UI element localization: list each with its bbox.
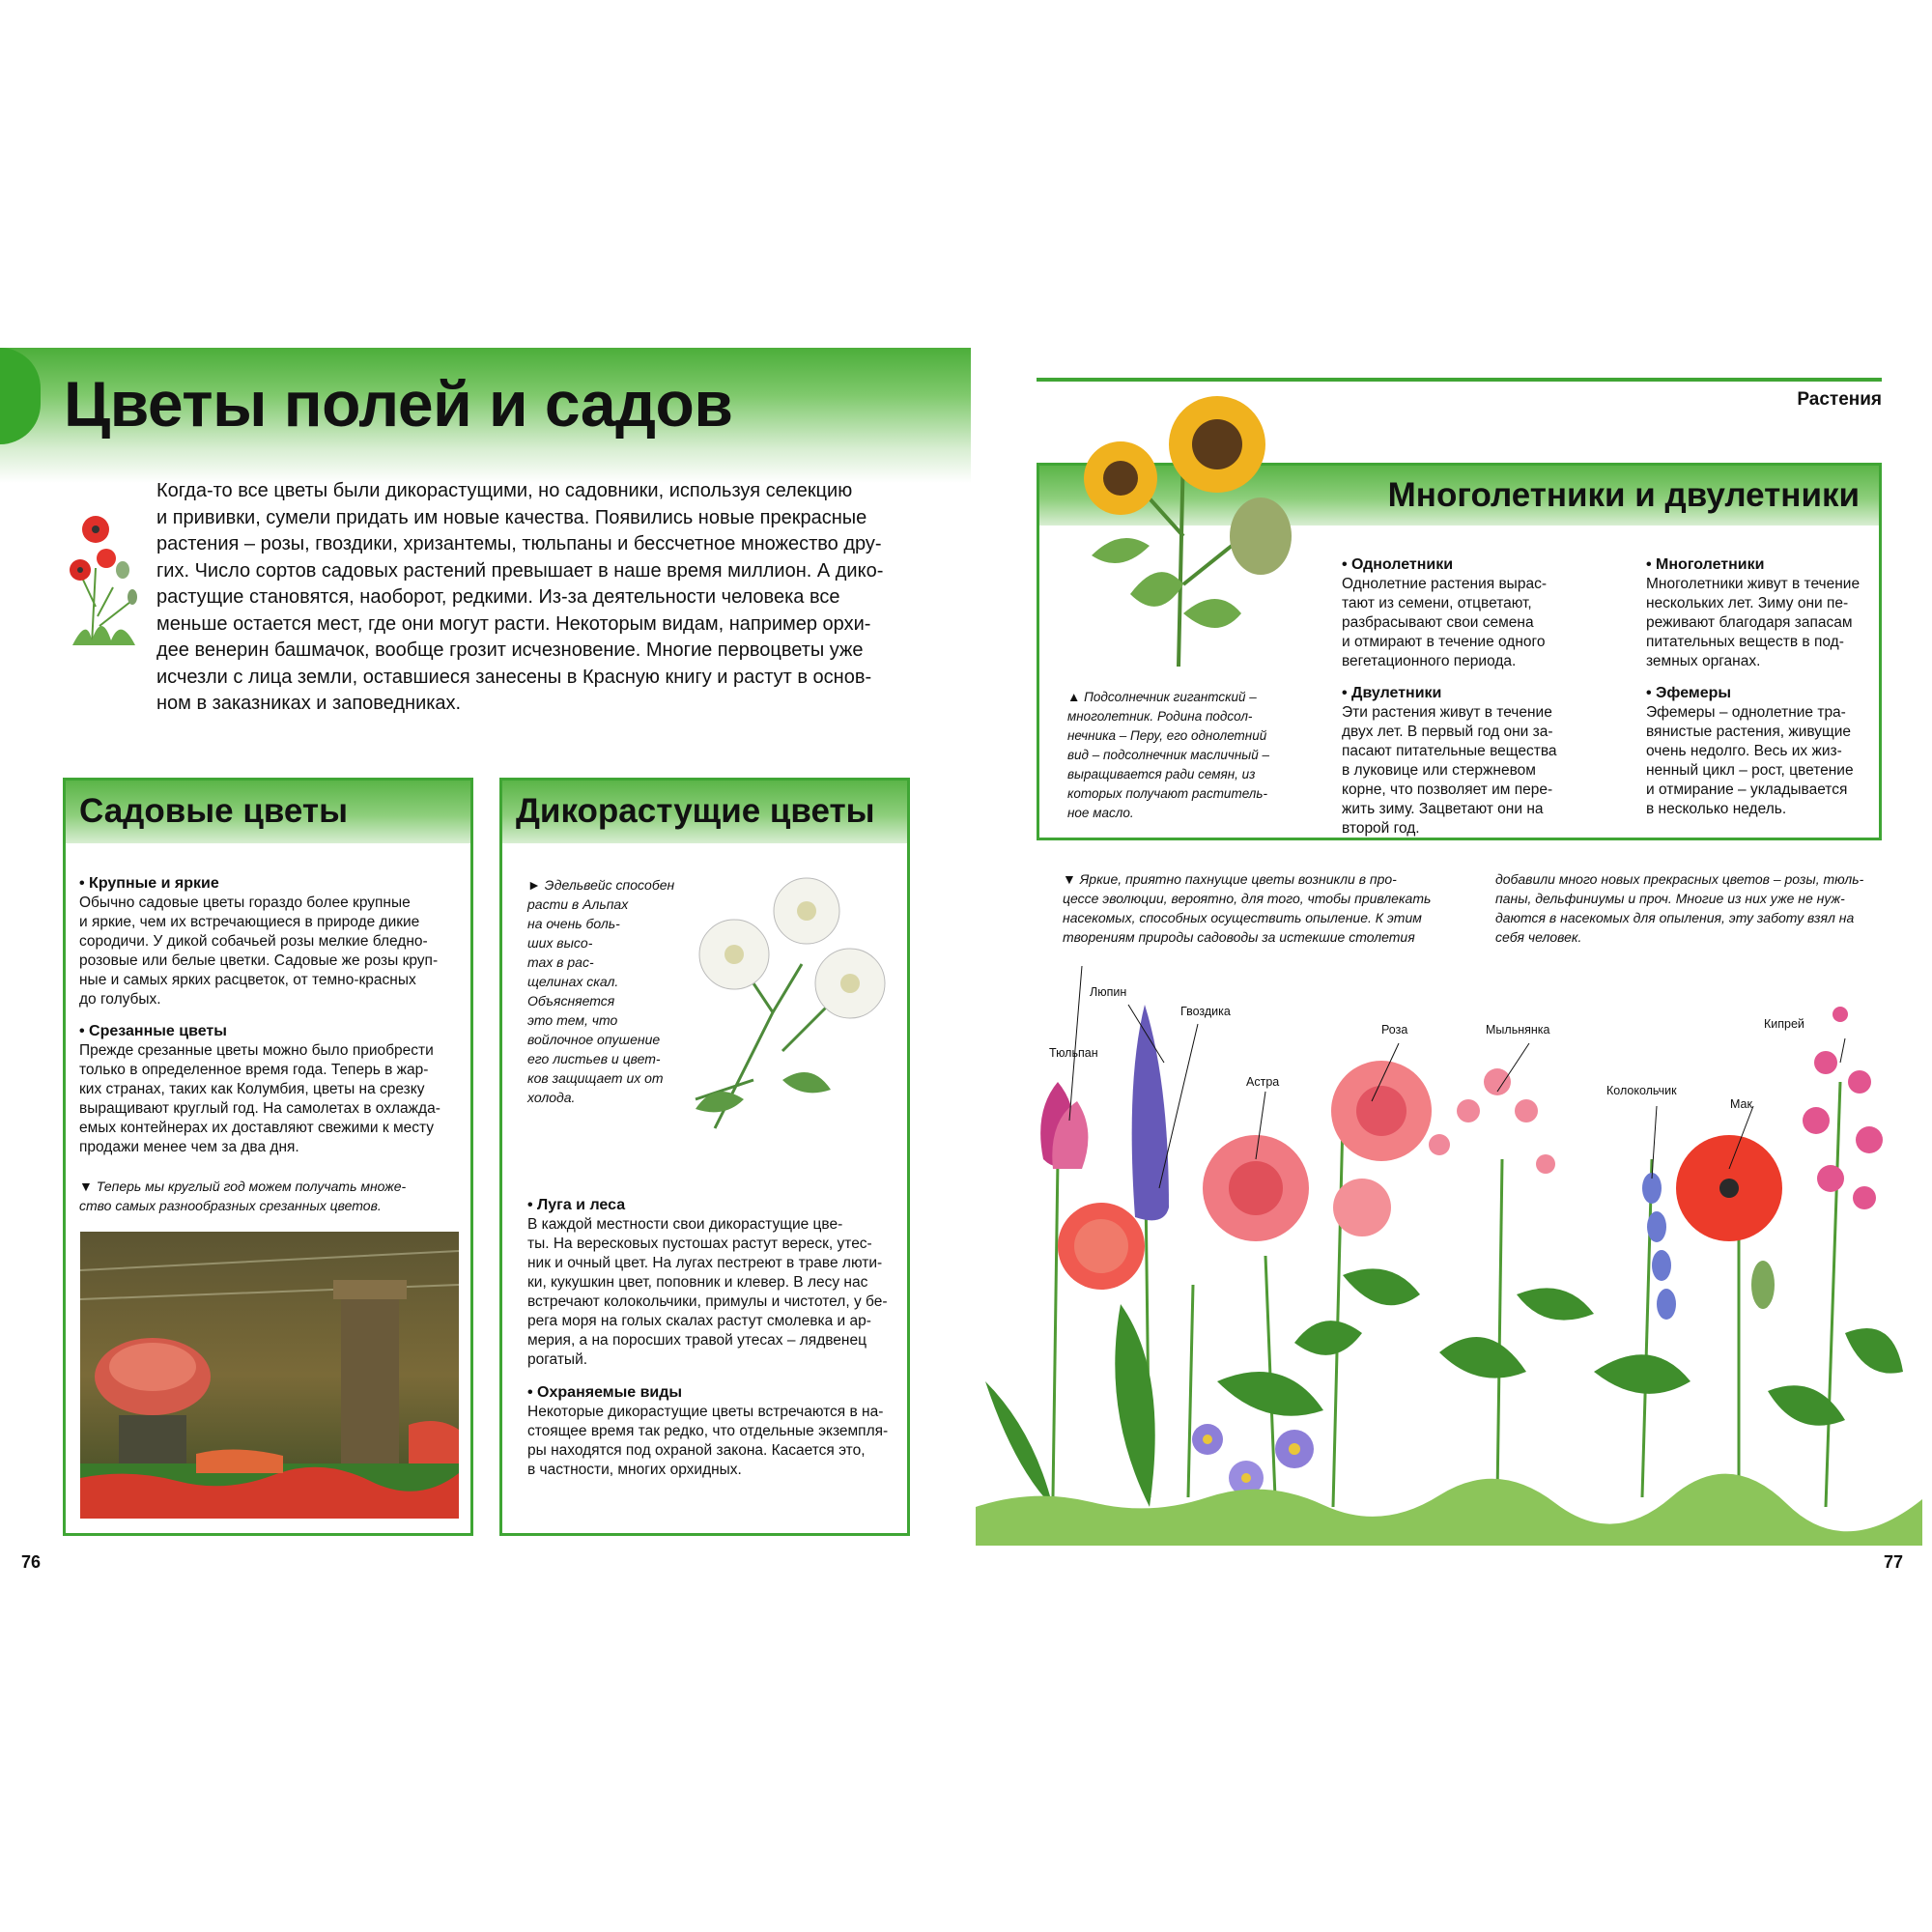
page-title: Цветы полей и садов — [64, 368, 733, 440]
wild-flowers-box — [499, 778, 910, 1536]
section-heading: • Крупные и яркие — [79, 875, 219, 892]
section-large-bright — [79, 855, 461, 1009]
box-title: Многолетники и двулетники — [1387, 476, 1860, 514]
sunflower-caption: ▲ Подсолнечник гигантский – многолетник. Родина подсол- нечника – Перу, его однолетний вид – подсолнечник масличный – выращивается ради семян, из которых получают раститель- ное масло. — [1067, 690, 1269, 820]
section-label: Растения — [1797, 389, 1882, 410]
section-text: Некоторые дикорастущие цветы встречаются в на- стоящее время так редко, что отдельные экземпля- ры находятся под охраной закона. Касается это, в частности, многих орхидных. — [527, 1404, 889, 1478]
section-text: Многолетники живут в течение нескольких лет. Зиму они пе- реживают благодаря запасам питательных веществ в под- земных органах. — [1646, 576, 1861, 669]
photo-caption: ▼ Теперь мы круглый год можем получать множе- ство самых разнообразных срезанных цветов. — [79, 1179, 407, 1213]
section-cut-flowers — [79, 1003, 461, 1157]
label-lupin: Люпин — [1090, 985, 1127, 999]
section-heading: • Многолетники — [1646, 556, 1765, 573]
section-heading: • Эфемеры — [1646, 685, 1732, 701]
label-carnation: Гвоздика — [1180, 1005, 1231, 1018]
label-fireweed: Кипрей — [1764, 1017, 1804, 1031]
page-number-right: 77 — [1884, 1552, 1904, 1572]
section-meadows-forests — [527, 1177, 899, 1370]
flower-meadow-illustration — [976, 966, 1922, 1555]
section-heading: • Двулетники — [1342, 685, 1442, 701]
section-text: Обычно садовые цветы гораздо более крупные и яркие, чем их встречающиеся в природе дикие сородичи. У дикой собачьей розы мелкие бледно- розовые или белые цветки. Садовые же розы круп- ные и самых ярких расцветок, от темно-красных до голубых. — [79, 895, 439, 1008]
section-text: Однолетние растения вырас- тают из семени, отцветают, разбрасывают свои семена и отмирают в течение одного вегетационного периода. — [1342, 576, 1547, 669]
col-perennials — [1646, 536, 1878, 671]
flowers-caption-left: ▼ Яркие, приятно пахнущие цветы возникли в про- цессе эволюции, вероятно, для того, чтобы привлекать насекомых, способных осуществить опыление. К этим творениям природы садоводы за истекшие столетия — [1063, 871, 1432, 945]
edelweiss-illustration — [657, 858, 894, 1148]
section-text: Прежде срезанные цветы можно было приобрести только в определенное время года. Теперь в жар- ких странах, таких как Колумбия, цветы на срезку выращивают круглый год. На самолетах в охлажда- емых контейнерах их доставляют свежими к месту продажи менее чем за два дня. — [79, 1042, 440, 1155]
section-heading: • Срезанные цветы — [79, 1023, 227, 1039]
section-heading: • Однолетники — [1342, 556, 1454, 573]
label-tulip: Тюльпан — [1049, 1046, 1098, 1060]
box-header — [66, 781, 470, 843]
section-text: Эфемеры – однолетние тра- вянистые растения, живущие очень недолго. Весь их жиз- ненный цикл – рост, цветение и отмирание – укладывается в несколько недель. — [1646, 704, 1854, 817]
label-bluebell: Колокольчик — [1606, 1084, 1677, 1097]
garden-flowers-box — [63, 778, 473, 1536]
label-poppy: Мак — [1730, 1097, 1752, 1111]
section-text: В каждой местности свои дикорастущие цве- ты. На вересковых пустошах растут вереск, утес- ник и очный цвет. На лугах пестреют в траве люти- ки, кукушкин цвет, поповник и клевер. В лесу нас встречают колокольчики, примулы и чистотел, у бе- рега моря на голых скалах растут смолевка и ар- мерия, а на поросших травой утесах – лядвенец рогатый. — [527, 1216, 888, 1368]
sunflower-illustration — [1072, 391, 1294, 667]
section-heading: • Охраняемые виды — [527, 1384, 683, 1401]
edelweiss-caption: ► Эдельвейс способен расти в Альпах на очень боль- ших высо- тах в рас- щелинах скал. Объясняется это тем, что войлочное опушение его листьев и цвет- ков защищает их от холода. — [527, 877, 675, 1105]
section-text: Эти растения живут в течение двух лет. В первый год они за- пасают питательные вещества в луковице или стержневом корне, что позволяет им пере- жить зиму. Зацветают они на второй год. — [1342, 704, 1557, 837]
label-soapwort: Мыльнянка — [1486, 1023, 1550, 1037]
col-ephemerals — [1646, 665, 1878, 819]
poppy-illustration — [53, 510, 150, 650]
box-title: Дикорастущие цветы — [516, 792, 875, 830]
greenhouse-photo — [80, 1232, 459, 1519]
box-title: Садовые цветы — [79, 792, 348, 830]
flowers-caption-right: добавили много новых прекрасных цветов – розы, тюль- паны, дельфиниумы и проч. Многие из них уже не нуж- даются в насекомых для опыления, эту заботу взял на себя человек. — [1495, 871, 1864, 945]
intro-text: Когда-то все цветы были дикорастущими, но садовники, используя селекцию и прививки, сумели придать им новые качества. Появились новые прекрасные растения – розы, гвоздики, хризантемы, тюльпаны и бессчетное множество дру- гих. Число сортов садовых растений превышает в наше время миллион. А дико- растущие становятся, наоборот, редкими. Из-за деятельности человека все меньше остается мест, где они могут расти. Некоторым видам, например орхи- дее венерин башмачок, вообще грозит исчезновение. Многие первоцветы уже исчезли с лица земли, оставшиеся занесены в Красную книгу и растут в основ- ном в заказниках и заповедниках. — [156, 480, 884, 714]
box-header — [502, 781, 907, 843]
col-annuals — [1342, 536, 1622, 671]
section-heading: • Луга и леса — [527, 1197, 626, 1213]
label-aster: Астра — [1246, 1075, 1280, 1089]
page-number-left: 76 — [21, 1552, 42, 1572]
header-rule — [1037, 378, 1882, 382]
col-biennials — [1342, 665, 1622, 838]
section-protected-species — [527, 1364, 899, 1480]
label-rose: Роза — [1381, 1023, 1408, 1037]
